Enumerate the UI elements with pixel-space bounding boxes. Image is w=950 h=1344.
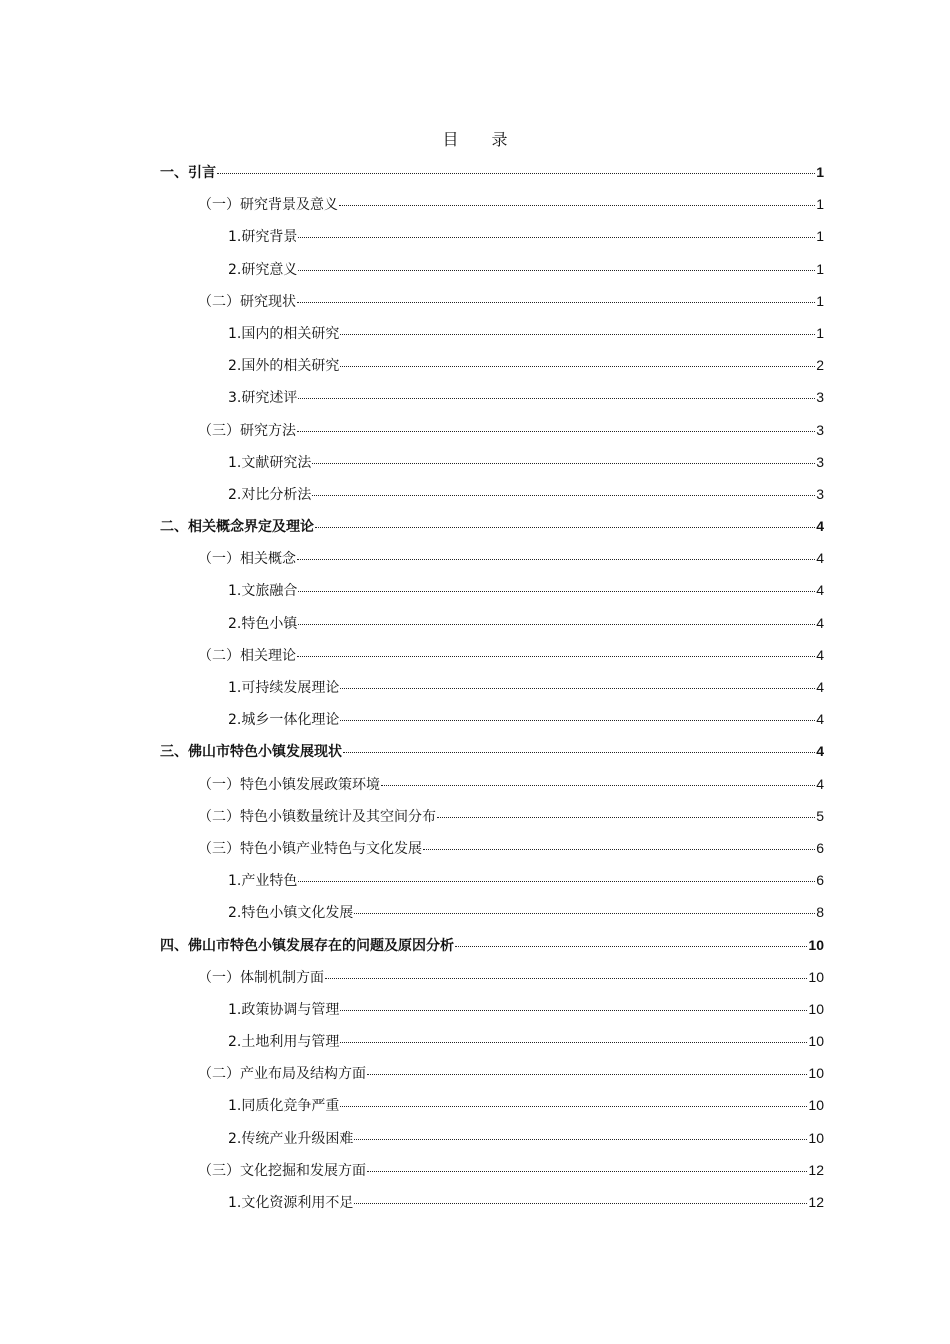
dot-leader [297,559,815,560]
toc-entry-page-number: 3 [816,389,824,406]
toc-entry-text: 1.产业特色 [228,873,298,890]
toc-entry[interactable] [160,804,824,836]
toc-entry-text: 1.可持续发展理论 [228,680,340,696]
toc-entry-page-number: 10 [808,1065,824,1082]
toc-entry-page-number: 10 [808,968,824,985]
toc-entry-text: （一）体制机制方面 [198,969,324,986]
dot-leader [381,785,815,786]
toc-entry-text: 1.同质化竞争严重 [228,1098,340,1115]
toc-entry-page-number: 12 [808,1161,824,1178]
toc-entry-page-number: 4 [816,743,824,760]
dot-leader [297,656,815,657]
toc-entry[interactable] [160,1093,824,1125]
toc-entry-page-number: 2 [816,357,824,374]
toc-entry[interactable] [160,289,824,321]
dot-leader [354,913,815,914]
dot-leader [354,1139,807,1140]
dot-leader [340,366,815,367]
dot-leader [298,591,815,592]
dot-leader [354,1203,807,1204]
toc-entry-text: 三、佛山市特色小镇发展现状 [160,744,342,761]
toc-entry-text: 1.文化资源利用不足 [228,1195,354,1211]
toc-title: 目 录 [442,130,522,149]
dot-leader [340,1106,807,1107]
toc-entry-text: （三）特色小镇产业特色与文化发展 [198,840,422,857]
dot-leader [340,1010,807,1011]
toc-entry-page-number: 4 [816,775,824,792]
toc-entry[interactable] [160,514,824,546]
toc-entry[interactable] [160,707,824,739]
toc-entry-page-number: 10 [808,1033,824,1050]
toc-entry-text: （二）产业布局及结构方面 [198,1066,366,1083]
toc-entry-text: 3.研究述评 [228,390,298,407]
dot-leader [339,205,815,206]
toc-entry-page-number: 12 [808,1194,824,1210]
dot-leader [340,1042,807,1043]
toc-entry-page-number: 1 [816,196,824,213]
toc-entry-page-number: 3 [816,421,824,438]
dot-leader [343,752,815,753]
dot-leader [297,302,815,303]
toc-entry-text: 2.特色小镇文化发展 [228,905,354,922]
dot-leader [367,1074,807,1075]
toc-entry[interactable] [160,353,824,385]
toc-entry[interactable] [160,675,824,707]
dot-leader [340,688,815,689]
toc-entry[interactable] [160,418,824,450]
dot-leader [340,720,815,721]
toc-entry[interactable] [160,739,824,771]
dot-leader [367,1171,807,1172]
toc-entry-text: （三）文化挖掘和发展方面 [198,1162,366,1179]
toc-entry-page-number: 3 [816,485,824,502]
toc-entry-page-number: 10 [808,936,824,953]
toc-entry-page-number: 1 [816,164,824,180]
dot-leader [298,881,815,882]
toc-entry-page-number: 4 [816,679,824,695]
dot-leader [298,624,815,625]
toc-entry-text: 2.对比分析法 [228,486,312,503]
toc-entry-page-number: 8 [816,904,824,921]
toc-entry[interactable] [160,385,824,417]
toc-entry[interactable] [160,643,824,675]
toc-entry[interactable] [160,933,824,965]
toc-entry-page-number: 10 [808,1097,824,1114]
toc-entry-text: 1.文献研究法 [228,454,312,471]
toc-entry-text: 2.土地利用与管理 [228,1034,340,1051]
dot-leader [315,527,815,528]
dot-leader [455,946,807,947]
dot-leader [298,237,815,238]
toc-entry-page-number: 1 [816,260,824,277]
toc-entry[interactable] [160,578,824,610]
toc-entry-text: 1.研究背景 [228,229,298,246]
dot-leader [325,978,807,979]
toc-entry[interactable] [160,1029,824,1061]
toc-entry-text: 1.国内的相关研究 [228,325,340,342]
toc-entry[interactable] [160,965,824,997]
toc-entry-page-number: 4 [816,711,824,728]
dot-leader [298,398,815,399]
toc-entry[interactable] [160,1061,824,1093]
toc-entry-text: （二）研究现状 [198,293,296,310]
toc-entry-text: 1.文旅融合 [228,583,298,600]
toc-entry[interactable] [160,192,824,224]
toc-entry-text: 2.传统产业升级困难 [228,1130,354,1147]
toc-entry[interactable] [160,868,824,900]
toc-entry[interactable] [160,482,824,514]
toc-entry[interactable] [160,450,824,482]
toc-entry-page-number: 4 [816,550,824,567]
dot-leader [312,463,815,464]
toc-entry-page-number: 10 [808,1129,824,1146]
toc-entry-page-number: 4 [816,646,824,663]
toc-entry-text: 2.特色小镇 [228,615,298,632]
dot-leader [297,431,815,432]
toc-entry[interactable] [160,224,824,256]
toc-entry[interactable] [160,1190,824,1222]
toc-entry-page-number: 1 [816,292,824,309]
table-of-contents [160,160,824,1222]
toc-entry-text: 2.城乡一体化理论 [228,712,340,729]
toc-entry[interactable] [160,900,824,932]
toc-entry-page-number: 6 [816,839,824,856]
toc-entry-text: 一、引言 [160,165,216,181]
toc-entry-text: （三）研究方法 [198,422,296,439]
toc-entry-page-number: 3 [816,453,824,470]
dot-leader [312,495,815,496]
toc-entry-text: （一）特色小镇发展政策环境 [198,776,380,793]
dot-leader [423,849,815,850]
toc-entry-text: （一）研究背景及意义 [198,197,338,214]
toc-entry-page-number: 4 [816,518,824,535]
toc-entry-text: （一）相关概念 [198,551,296,568]
toc-entry[interactable] [160,160,824,192]
toc-entry[interactable] [160,1126,824,1158]
toc-entry-page-number: 1 [816,228,824,245]
toc-entry[interactable] [160,1158,824,1190]
dot-leader [298,270,815,271]
toc-entry[interactable] [160,257,824,289]
toc-entry-page-number: 4 [816,614,824,631]
toc-entry-page-number: 10 [808,1000,824,1017]
toc-entry[interactable] [160,836,824,868]
toc-entry-text: 四、佛山市特色小镇发展存在的问题及原因分析 [160,937,454,954]
dot-leader [340,334,815,335]
toc-entry[interactable] [160,321,824,353]
dot-leader [217,173,815,174]
toc-entry-text: （二）特色小镇数量统计及其空间分布 [198,808,436,825]
toc-entry[interactable] [160,997,824,1029]
toc-entry-page-number: 6 [816,872,824,889]
toc-entry-page-number: 4 [816,582,824,599]
toc-entry-page-number: 1 [816,324,824,341]
toc-entry-text: （二）相关理论 [198,647,296,664]
toc-entry-text: 二、相关概念界定及理论 [160,519,314,536]
toc-entry[interactable] [160,772,824,804]
toc-entry-text: 1.政策协调与管理 [228,1001,340,1018]
toc-entry-page-number: 5 [816,807,824,824]
toc-entry-text: 2.国外的相关研究 [228,358,340,375]
dot-leader [437,817,815,818]
toc-entry-text: 2.研究意义 [228,261,298,278]
toc-entry[interactable] [160,546,824,578]
toc-entry[interactable] [160,611,824,643]
